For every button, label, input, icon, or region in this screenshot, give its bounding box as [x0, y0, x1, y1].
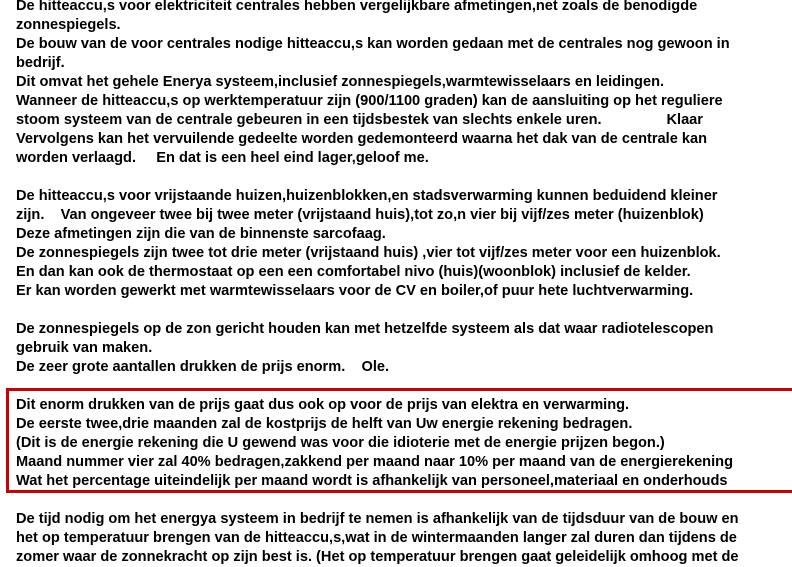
text-line: zijn. Van ongeveer twee bij twee meter (vrijstaand huis),tot zo,n vier bij vijf/zes meter (huizenblok)	[16, 207, 704, 223]
text-line: zonnespiegels.	[16, 17, 121, 33]
text-line: bedrijf.	[16, 55, 65, 71]
text-line: Deze afmetingen zijn die van de binnenste sarcofaag.	[16, 226, 386, 242]
text-line: Wat het percentage uiteindelijk per maand wordt is afhankelijk van personeel,materiaal en onderhouds	[16, 473, 728, 489]
text-line: De hitteaccu,s voor vrijstaande huizen,huizenblokken,en stadsverwarming kunnen beduidend kleiner	[16, 188, 718, 204]
text-line: worden verlaagd. En dat is een heel eind lager,geloof me.	[16, 150, 429, 166]
text-line: zomer waar de zonnekracht op zijn best is. (Het op temperatuur brengen gaat geleidelijk omhoog met de	[16, 549, 739, 565]
text-line: De eerste twee,drie maanden zal de kostprijs de helft van Uw energie rekening bedragen.	[16, 416, 633, 432]
text-line: het op temperatuur brengen van de hitteaccu,s,wat in de wintermaanden langer zal duren dan tijdens de	[16, 530, 737, 546]
text-line: Vervolgens kan het vervuilende gedeelte worden gedemonteerd waarna het dak van de centrale kan	[16, 131, 708, 147]
text-line: En dan kan ook de thermostaat op een een comfortabel nivo (huis)(woonblok) inclusief de kelder.	[16, 264, 691, 280]
text-line: De bouw van de voor centrales nodige hitteaccu,s kan worden gedaan met de centrales nog gewoon in	[16, 36, 730, 52]
text-line: Er kan worden gewerkt met warmtewisselaars voor de CV en boiler,of puur hete luchtverwarming.	[16, 283, 694, 299]
text-line: gebruik van maken.	[16, 340, 153, 356]
text-line: De zeer grote aantallen drukken de prijs enorm. Ole.	[16, 359, 390, 375]
text-line: De hitteaccu,s voor elektriciteit centrales hebben vergelijkbare afmetingen,net zoals de benodigde	[16, 0, 698, 14]
text-line: De zonnespiegels zijn twee tot drie meter (vrijstaand huis) ,vier tot vijf/zes meter voor een huizenblok.	[16, 245, 721, 261]
text-line: (Dit is de energie rekening die U gewend was voor die idioterie met de energie prijzen begon.)	[16, 435, 665, 451]
text-line: De tijd nodig om het energya systeem in bedrijf te nemen is afhankelijk van de tijdsduur van de bouw en	[16, 511, 739, 527]
text-line: stoom systeem van de centrale gebeuren in een tijdsbestek van slechts enkele uren. Klaar	[16, 112, 703, 128]
text-line: Maand nummer vier zal 40% bedragen,zakkend per maand naar 10% per maand van de energierekening	[16, 454, 733, 470]
text-line: Wanneer de hitteaccu,s op werktemperatuur zijn (900/1100 graden) kan de aansluiting op het reguliere	[16, 93, 723, 109]
text-line: Dit omvat het gehele Enerya systeem,inclusief zonnespiegels,warmtewisselaars en leidingen.	[16, 74, 665, 90]
text-line: Dit enorm drukken van de prijs gaat dus ook op voor de prijs van elektra en verwarming.	[16, 397, 630, 413]
text-line: De zonnespiegels op de zon gericht houden kan met hetzelfde systeem als dat waar radiotelescopen	[16, 321, 714, 337]
